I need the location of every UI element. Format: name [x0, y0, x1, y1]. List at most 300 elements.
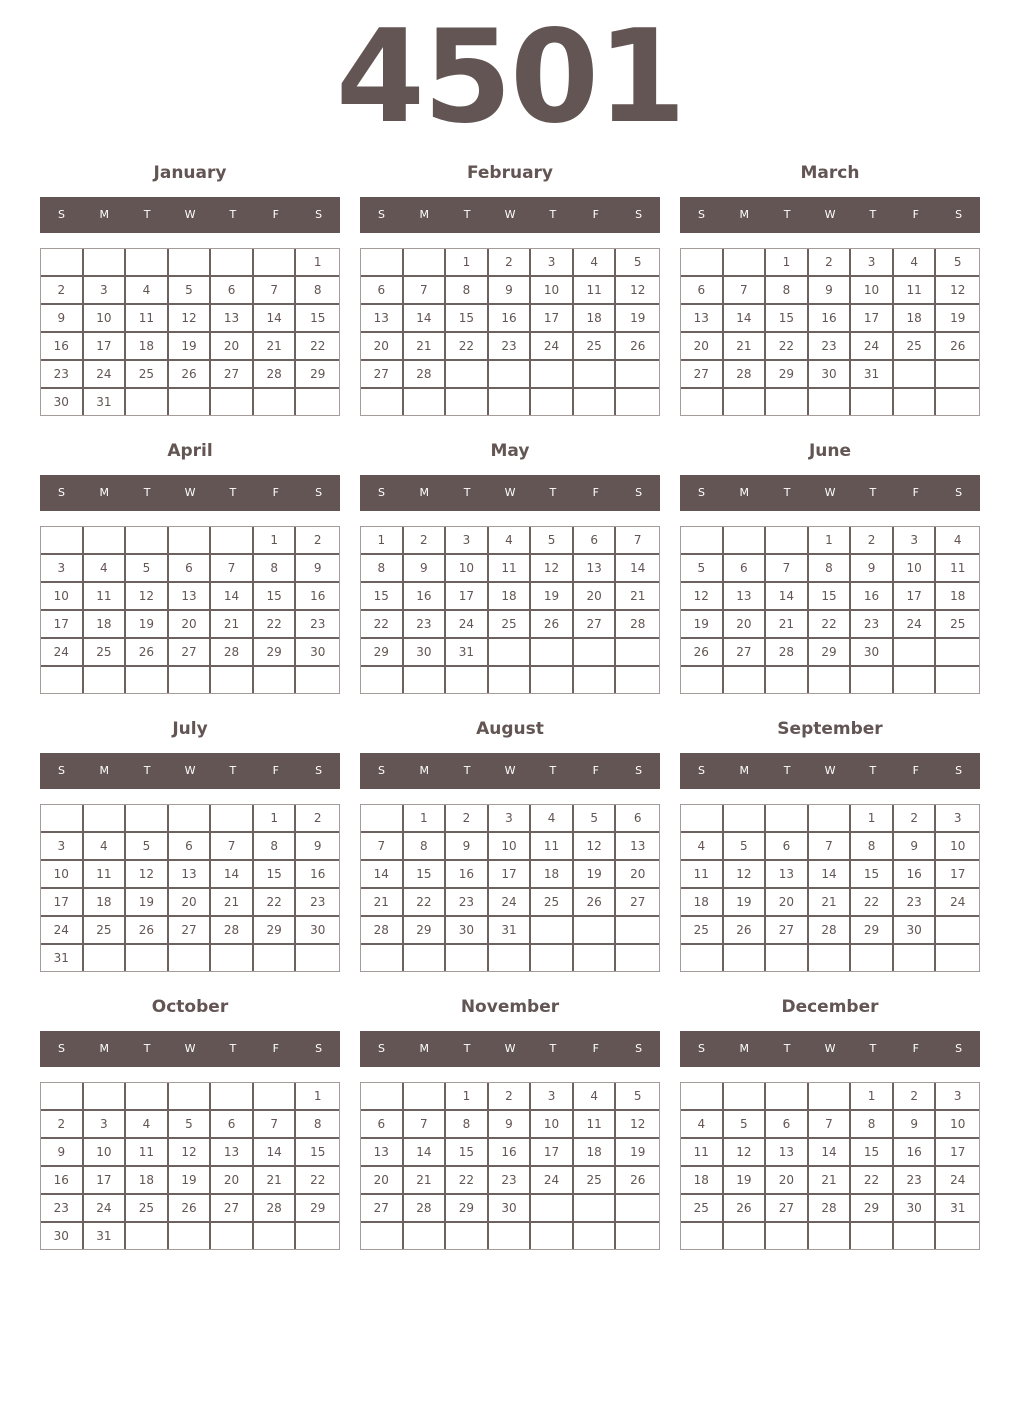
day-cell: 28 [809, 1195, 852, 1223]
weekday-label: T [229, 1042, 237, 1055]
weekday-label: W [824, 208, 836, 221]
day-cell: 12 [724, 861, 767, 889]
day-cell [84, 527, 127, 555]
day-cell [724, 1083, 767, 1111]
day-cell [574, 639, 617, 667]
weekday-label: T [869, 1042, 877, 1055]
day-cell: 11 [489, 555, 532, 583]
day-cell: 29 [851, 917, 894, 945]
weekday-label: W [504, 208, 516, 221]
day-cell: 21 [404, 333, 447, 361]
weekday-label: T [463, 208, 471, 221]
day-cell: 16 [894, 861, 937, 889]
day-cell: 13 [361, 305, 404, 333]
day-cell: 27 [211, 1195, 254, 1223]
weekday-label: T [869, 208, 877, 221]
day-cell: 6 [361, 1111, 404, 1139]
day-cell: 5 [169, 277, 212, 305]
day-cell [296, 945, 339, 971]
day-grid [680, 526, 980, 694]
day-cell: 28 [361, 917, 404, 945]
day-cell: 11 [936, 555, 979, 583]
day-cell: 2 [894, 1083, 937, 1111]
weekday-label: S [697, 208, 705, 221]
day-cell: 19 [126, 889, 169, 917]
day-cell [936, 639, 979, 667]
day-cell: 25 [894, 333, 937, 361]
month-title: August [476, 719, 544, 739]
day-cell: 1 [296, 1083, 339, 1111]
day-cell: 17 [531, 1139, 574, 1167]
day-cell: 25 [84, 639, 127, 667]
day-cell: 20 [361, 1167, 404, 1195]
day-cell [531, 1195, 574, 1223]
day-cell [766, 1223, 809, 1249]
day-cell [766, 945, 809, 971]
day-cell: 26 [574, 889, 617, 917]
day-cell [851, 667, 894, 693]
day-cell: 29 [809, 639, 852, 667]
weekday-label: S [635, 1042, 643, 1055]
day-cell [211, 249, 254, 277]
day-cell: 14 [809, 1139, 852, 1167]
day-cell: 13 [169, 861, 212, 889]
weekday-label: S [315, 1042, 323, 1055]
day-cell: 6 [211, 277, 254, 305]
day-cell: 4 [126, 277, 169, 305]
weekday-label: T [143, 486, 151, 499]
day-cell: 28 [211, 639, 254, 667]
day-cell: 3 [851, 249, 894, 277]
day-cell: 4 [574, 249, 617, 277]
day-cell: 9 [894, 1111, 937, 1139]
day-cell: 24 [489, 889, 532, 917]
day-cell [126, 249, 169, 277]
day-cell: 18 [84, 889, 127, 917]
day-grid [680, 804, 980, 972]
day-cell: 4 [84, 555, 127, 583]
day-cell: 30 [489, 1195, 532, 1223]
day-cell: 15 [446, 305, 489, 333]
day-cell: 20 [766, 889, 809, 917]
day-cell: 1 [446, 249, 489, 277]
day-cell: 21 [766, 611, 809, 639]
day-cell [809, 1083, 852, 1111]
day-cell: 31 [851, 361, 894, 389]
day-cell [531, 1223, 574, 1249]
day-cell: 21 [211, 611, 254, 639]
weekday-label: F [912, 208, 919, 221]
day-cell: 15 [809, 583, 852, 611]
day-cell [446, 945, 489, 971]
day-cell: 27 [724, 639, 767, 667]
day-cell: 22 [361, 611, 404, 639]
day-cell [531, 917, 574, 945]
day-cell: 15 [254, 861, 297, 889]
day-cell [126, 527, 169, 555]
day-cell: 28 [254, 1195, 297, 1223]
month-title: May [490, 441, 530, 461]
day-cell: 10 [84, 305, 127, 333]
day-cell: 25 [574, 333, 617, 361]
month-title: November [460, 997, 560, 1017]
day-cell: 13 [616, 833, 659, 861]
weekday-label: M [419, 208, 430, 221]
day-cell: 26 [169, 1195, 212, 1223]
day-cell [681, 527, 724, 555]
month-title: October [151, 997, 229, 1017]
month-title: January [153, 163, 227, 183]
weekday-label: M [99, 208, 110, 221]
weekday-label: F [272, 208, 279, 221]
day-cell: 30 [296, 639, 339, 667]
day-cell: 20 [169, 611, 212, 639]
weekday-label: M [739, 1042, 750, 1055]
day-cell: 9 [404, 555, 447, 583]
day-cell: 25 [681, 917, 724, 945]
day-grid [40, 526, 340, 694]
day-cell: 24 [851, 333, 894, 361]
day-cell: 17 [936, 1139, 979, 1167]
day-cell: 16 [489, 305, 532, 333]
day-cell: 27 [766, 917, 809, 945]
day-cell [616, 1195, 659, 1223]
day-cell: 23 [489, 1167, 532, 1195]
day-cell: 30 [851, 639, 894, 667]
day-cell: 13 [766, 1139, 809, 1167]
weekday-label: F [592, 208, 599, 221]
day-cell: 11 [126, 1139, 169, 1167]
day-cell: 14 [254, 305, 297, 333]
day-cell: 31 [489, 917, 532, 945]
day-cell: 27 [574, 611, 617, 639]
weekday-label: T [783, 208, 791, 221]
weekday-label: M [739, 208, 750, 221]
day-cell [296, 667, 339, 693]
day-cell: 6 [616, 805, 659, 833]
weekday-header [680, 753, 980, 789]
day-cell: 11 [894, 277, 937, 305]
day-cell [446, 361, 489, 389]
day-cell: 17 [531, 305, 574, 333]
day-cell: 7 [211, 833, 254, 861]
day-grid [680, 248, 980, 416]
day-cell: 6 [766, 833, 809, 861]
weekday-header [680, 475, 980, 511]
weekday-label: W [184, 208, 196, 221]
day-cell: 10 [489, 833, 532, 861]
day-cell [531, 361, 574, 389]
weekday-label: S [315, 486, 323, 499]
day-cell: 28 [616, 611, 659, 639]
day-cell: 29 [296, 1195, 339, 1223]
day-cell: 22 [851, 889, 894, 917]
weekday-label: T [869, 764, 877, 777]
day-cell: 20 [724, 611, 767, 639]
day-cell: 24 [446, 611, 489, 639]
day-cell [489, 667, 532, 693]
day-cell: 6 [681, 277, 724, 305]
weekday-label: S [57, 208, 65, 221]
day-cell: 3 [84, 1111, 127, 1139]
day-cell [211, 1223, 254, 1249]
day-cell: 10 [531, 1111, 574, 1139]
weekday-label: M [419, 764, 430, 777]
day-cell: 23 [809, 333, 852, 361]
day-cell: 26 [169, 361, 212, 389]
day-cell [616, 667, 659, 693]
day-cell [681, 1083, 724, 1111]
day-cell [211, 1083, 254, 1111]
day-cell: 7 [361, 833, 404, 861]
day-cell: 20 [211, 333, 254, 361]
day-cell: 21 [254, 333, 297, 361]
day-cell: 2 [446, 805, 489, 833]
day-cell: 27 [211, 361, 254, 389]
day-cell: 12 [724, 1139, 767, 1167]
day-cell: 2 [809, 249, 852, 277]
day-cell: 6 [766, 1111, 809, 1139]
day-cell [894, 639, 937, 667]
day-cell: 19 [531, 583, 574, 611]
day-cell [361, 249, 404, 277]
day-cell: 2 [489, 249, 532, 277]
day-cell: 29 [254, 639, 297, 667]
day-cell [126, 1223, 169, 1249]
day-cell: 22 [809, 611, 852, 639]
day-cell: 19 [936, 305, 979, 333]
day-cell: 16 [41, 333, 84, 361]
day-cell [574, 389, 617, 415]
day-cell [404, 667, 447, 693]
day-cell [211, 667, 254, 693]
weekday-label: S [377, 1042, 385, 1055]
day-cell [936, 1223, 979, 1249]
weekday-label: S [697, 486, 705, 499]
day-cell: 1 [361, 527, 404, 555]
day-cell [531, 945, 574, 971]
day-cell [296, 1223, 339, 1249]
day-cell: 2 [404, 527, 447, 555]
day-cell: 11 [531, 833, 574, 861]
day-cell: 23 [446, 889, 489, 917]
day-cell [809, 945, 852, 971]
day-cell [809, 1223, 852, 1249]
day-cell: 12 [616, 277, 659, 305]
day-cell: 10 [851, 277, 894, 305]
day-grid [360, 1082, 660, 1250]
day-cell [169, 389, 212, 415]
day-cell: 16 [446, 861, 489, 889]
day-cell: 6 [169, 555, 212, 583]
day-cell [169, 1223, 212, 1249]
day-cell: 13 [724, 583, 767, 611]
month-title: March [800, 163, 860, 183]
day-cell [169, 667, 212, 693]
day-cell: 7 [211, 555, 254, 583]
day-cell: 17 [894, 583, 937, 611]
day-cell: 27 [616, 889, 659, 917]
day-cell: 19 [681, 611, 724, 639]
day-cell [361, 389, 404, 415]
day-cell: 18 [126, 333, 169, 361]
day-cell: 19 [574, 861, 617, 889]
day-cell: 2 [894, 805, 937, 833]
weekday-header [680, 197, 980, 233]
weekday-label: T [869, 486, 877, 499]
day-cell [851, 1223, 894, 1249]
day-cell [681, 805, 724, 833]
day-cell: 14 [211, 583, 254, 611]
day-cell [724, 945, 767, 971]
day-cell: 31 [446, 639, 489, 667]
weekday-label: W [824, 486, 836, 499]
day-cell: 26 [681, 639, 724, 667]
day-cell: 12 [126, 583, 169, 611]
day-cell: 29 [254, 917, 297, 945]
day-cell: 3 [894, 527, 937, 555]
day-cell [574, 917, 617, 945]
day-cell: 13 [169, 583, 212, 611]
day-cell: 4 [936, 527, 979, 555]
day-cell: 7 [809, 1111, 852, 1139]
day-cell: 27 [681, 361, 724, 389]
day-cell [41, 805, 84, 833]
day-cell: 20 [574, 583, 617, 611]
day-cell: 9 [41, 305, 84, 333]
day-cell [809, 389, 852, 415]
day-cell [296, 389, 339, 415]
day-cell: 21 [724, 333, 767, 361]
day-cell [169, 249, 212, 277]
day-cell: 24 [41, 639, 84, 667]
month-title: September [777, 719, 883, 739]
day-cell: 1 [766, 249, 809, 277]
day-cell: 30 [809, 361, 852, 389]
day-cell [41, 527, 84, 555]
day-cell: 1 [851, 805, 894, 833]
day-cell: 29 [296, 361, 339, 389]
day-cell: 10 [84, 1139, 127, 1167]
day-cell [724, 805, 767, 833]
day-cell: 4 [84, 833, 127, 861]
day-cell [489, 945, 532, 971]
weekday-label: T [229, 764, 237, 777]
day-cell: 8 [254, 833, 297, 861]
day-cell: 22 [296, 1167, 339, 1195]
day-cell: 9 [296, 833, 339, 861]
day-cell: 15 [851, 861, 894, 889]
day-cell [851, 389, 894, 415]
day-cell: 26 [531, 611, 574, 639]
day-cell: 1 [296, 249, 339, 277]
day-cell: 4 [489, 527, 532, 555]
day-cell: 23 [41, 361, 84, 389]
day-cell [766, 527, 809, 555]
day-cell: 14 [809, 861, 852, 889]
day-cell [489, 1223, 532, 1249]
day-cell: 16 [851, 583, 894, 611]
day-cell: 7 [766, 555, 809, 583]
day-cell: 17 [41, 611, 84, 639]
day-cell [84, 805, 127, 833]
day-cell [254, 389, 297, 415]
day-cell: 8 [404, 833, 447, 861]
day-cell [361, 1223, 404, 1249]
day-cell: 6 [574, 527, 617, 555]
day-cell [809, 805, 852, 833]
day-cell: 29 [766, 361, 809, 389]
weekday-label: M [419, 486, 430, 499]
weekday-label: W [184, 764, 196, 777]
day-cell [254, 667, 297, 693]
day-cell: 22 [296, 333, 339, 361]
day-cell: 30 [894, 917, 937, 945]
day-cell: 20 [211, 1167, 254, 1195]
day-cell: 5 [724, 833, 767, 861]
weekday-label: S [955, 764, 963, 777]
day-cell: 15 [296, 305, 339, 333]
day-cell: 31 [936, 1195, 979, 1223]
day-cell [894, 361, 937, 389]
day-cell: 30 [894, 1195, 937, 1223]
weekday-label: F [272, 1042, 279, 1055]
day-cell [126, 805, 169, 833]
day-cell: 22 [851, 1167, 894, 1195]
day-cell [489, 389, 532, 415]
day-cell [616, 389, 659, 415]
day-cell: 14 [211, 861, 254, 889]
day-cell: 19 [126, 611, 169, 639]
day-cell: 28 [254, 361, 297, 389]
year-title: 4501 [335, 3, 685, 152]
day-cell: 29 [446, 1195, 489, 1223]
day-cell [404, 389, 447, 415]
day-cell: 24 [84, 361, 127, 389]
weekday-label: T [463, 486, 471, 499]
day-cell: 5 [126, 555, 169, 583]
day-cell: 7 [724, 277, 767, 305]
day-cell: 4 [681, 833, 724, 861]
day-cell [531, 667, 574, 693]
day-cell [766, 1083, 809, 1111]
weekday-header [360, 475, 660, 511]
day-cell: 23 [851, 611, 894, 639]
day-cell [894, 667, 937, 693]
day-cell [681, 945, 724, 971]
weekday-label: M [739, 486, 750, 499]
day-cell: 12 [169, 305, 212, 333]
day-cell: 8 [296, 277, 339, 305]
day-cell [361, 805, 404, 833]
day-cell: 11 [574, 277, 617, 305]
day-cell [936, 945, 979, 971]
weekday-label: F [912, 1042, 919, 1055]
day-cell: 23 [894, 1167, 937, 1195]
month-title: April [167, 441, 213, 461]
day-cell: 22 [446, 1167, 489, 1195]
day-cell: 3 [531, 249, 574, 277]
day-cell: 17 [851, 305, 894, 333]
day-cell: 22 [404, 889, 447, 917]
day-cell [936, 667, 979, 693]
day-cell [851, 945, 894, 971]
weekday-label: T [143, 1042, 151, 1055]
day-cell: 25 [126, 361, 169, 389]
day-cell [84, 945, 127, 971]
weekday-label: S [635, 486, 643, 499]
day-cell: 21 [361, 889, 404, 917]
